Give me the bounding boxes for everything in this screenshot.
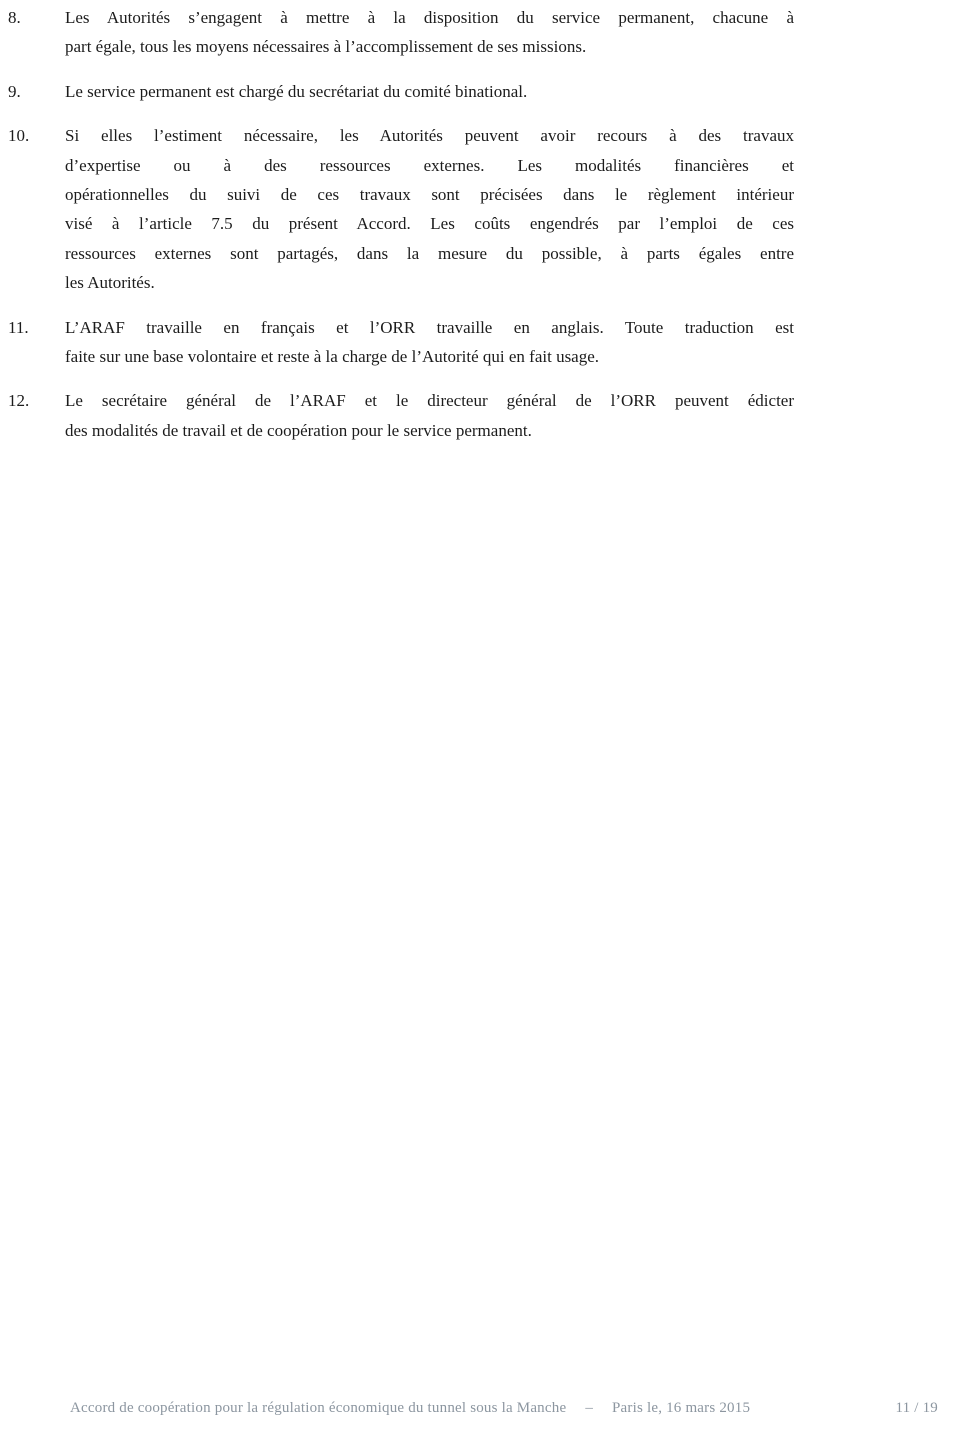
footer-separator-dash: –	[585, 1400, 594, 1416]
footer-document-title: Accord de coopération pour la régulation économique du tunnel sous la Manche	[70, 1400, 567, 1416]
paragraph-line: opérationnelles du suivi de ces travaux sont précisées dans le règlement intérieur	[65, 185, 794, 205]
paragraph-number: 10.	[8, 126, 30, 146]
paragraph-text	[65, 77, 794, 106]
paragraph-line: L’ARAF travaille en français et l’ORR travaille en anglais. Toute traduction est	[65, 317, 794, 337]
paragraph-number: 11.	[8, 317, 29, 337]
paragraph-line: faite sur une base volontaire et reste à la charge de l’Autorité qui en fait usage.	[65, 347, 600, 367]
paragraph-text	[65, 313, 794, 372]
paragraph-text	[65, 386, 794, 445]
paragraph-number: 8.	[8, 8, 21, 27]
paragraph-line: Les Autorités s’engagent à mettre à la disposition du service permanent, chacune à	[65, 8, 794, 27]
paragraph-line: Le secrétaire général de l’ARAF et le directeur général de l’ORR peuvent édicter	[65, 391, 794, 411]
page-footer	[70, 1398, 938, 1418]
paragraph-line: d’expertise ou à des ressources externes. Les modalités financières et	[65, 155, 794, 175]
page-number: 11 / 19	[895, 1400, 938, 1416]
paragraph	[8, 313, 798, 372]
paragraph-line: les Autorités.	[65, 273, 155, 293]
paragraph	[8, 3, 798, 62]
paragraph	[8, 77, 798, 106]
paragraph-number: 12.	[8, 391, 30, 411]
paragraph-line: ressources externes sont partagés, dans la mesure du possible, à parts égales entre	[65, 243, 794, 263]
footer-left	[70, 1398, 750, 1418]
footer-place-date: Paris le, 16 mars 2015	[612, 1400, 751, 1416]
paragraph-line: Le service permanent est chargé du secrétariat du comité binational.	[65, 81, 528, 101]
paragraph-text	[65, 121, 794, 297]
paragraph-text	[65, 3, 794, 62]
paragraph-line: part égale, tous les moyens nécessaires à l’accomplissement de ses missions.	[65, 37, 587, 57]
paragraph-line: des modalités de travail et de coopération pour le service permanent.	[65, 420, 532, 440]
paragraph-number: 9.	[8, 81, 21, 101]
paragraph	[8, 121, 798, 297]
paragraph-line: Si elles l’estiment nécessaire, les Autorités peuvent avoir recours à des travaux	[65, 126, 794, 146]
paragraph-list	[8, 3, 798, 460]
paragraph-line: visé à l’article 7.5 du présent Accord. Les coûts engendrés par l’emploi de ces	[65, 214, 794, 234]
paragraph	[8, 386, 798, 445]
